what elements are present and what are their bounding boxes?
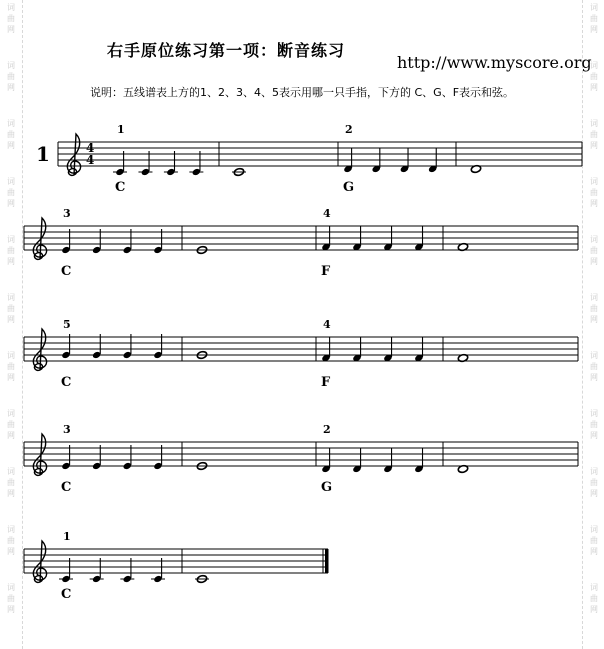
system-number: 1 (36, 142, 50, 166)
watermark-text: 词 曲 网 (590, 293, 598, 324)
treble-clef-icon (33, 218, 46, 259)
chord-label: C (61, 587, 72, 602)
chord-label: F (321, 264, 331, 279)
watermark-text: 词 曲 网 (7, 3, 15, 34)
watermark-text: 词 曲 网 (590, 525, 598, 556)
treble-clef-icon (33, 329, 46, 370)
watermark-text: 词 曲 网 (7, 409, 15, 440)
watermark-text: 词 曲 网 (590, 467, 598, 498)
watermark-text: 词 曲 网 (590, 61, 598, 92)
chord-label: C (115, 180, 126, 195)
chord-label: C (61, 375, 72, 390)
finger-number: 2 (323, 423, 331, 436)
treble-clef-icon (67, 134, 80, 175)
watermark-text: 词 曲 网 (7, 61, 15, 92)
finger-number: 4 (323, 318, 331, 331)
chord-label: C (61, 264, 72, 279)
finger-number: 3 (63, 207, 71, 220)
watermark-text: 词 曲 网 (590, 119, 598, 150)
watermark-text: 词 曲 网 (7, 235, 15, 266)
page-title: 右手原位练习第一项：断音练习 (107, 41, 346, 60)
watermark-text: 词 曲 网 (590, 3, 598, 34)
site-url: http://www.myscore.org (397, 53, 592, 72)
finger-number: 3 (63, 423, 71, 436)
finger-number: 1 (63, 530, 71, 543)
watermark-text: 词 曲 网 (7, 351, 15, 382)
watermark-text: 词 曲 网 (590, 177, 598, 208)
watermark-text: 词 曲 网 (7, 177, 15, 208)
chord-label: C (61, 480, 72, 495)
chord-label: G (321, 480, 333, 495)
watermark-text: 词 曲 网 (590, 351, 598, 382)
watermark-text: 词 曲 网 (590, 235, 598, 266)
watermark-text: 词 曲 网 (7, 119, 15, 150)
finger-number: 1 (117, 123, 125, 136)
chord-label: F (321, 375, 331, 390)
finger-number: 4 (323, 207, 331, 220)
treble-clef-icon (33, 541, 46, 582)
finger-number: 5 (63, 318, 71, 331)
finger-number: 2 (345, 123, 353, 136)
watermark-text: 词 曲 网 (590, 409, 598, 440)
instruction-note: 说明：五线谱表上方的1、2、3、4、5表示用哪一只手指，下方的 C、G、F表示和弦。 (90, 86, 515, 99)
watermark-text: 词 曲 网 (7, 583, 15, 614)
chord-label: G (343, 180, 355, 195)
treble-clef-icon (33, 434, 46, 475)
time-signature-top: 4 (86, 141, 95, 155)
time-signature-bottom: 4 (86, 153, 95, 167)
final-thick-barline (325, 549, 329, 573)
watermark-text: 词 曲 网 (7, 525, 15, 556)
watermark-text: 词 曲 网 (590, 583, 598, 614)
watermark-text: 词 曲 网 (7, 467, 15, 498)
watermark-text: 词 曲 网 (7, 293, 15, 324)
